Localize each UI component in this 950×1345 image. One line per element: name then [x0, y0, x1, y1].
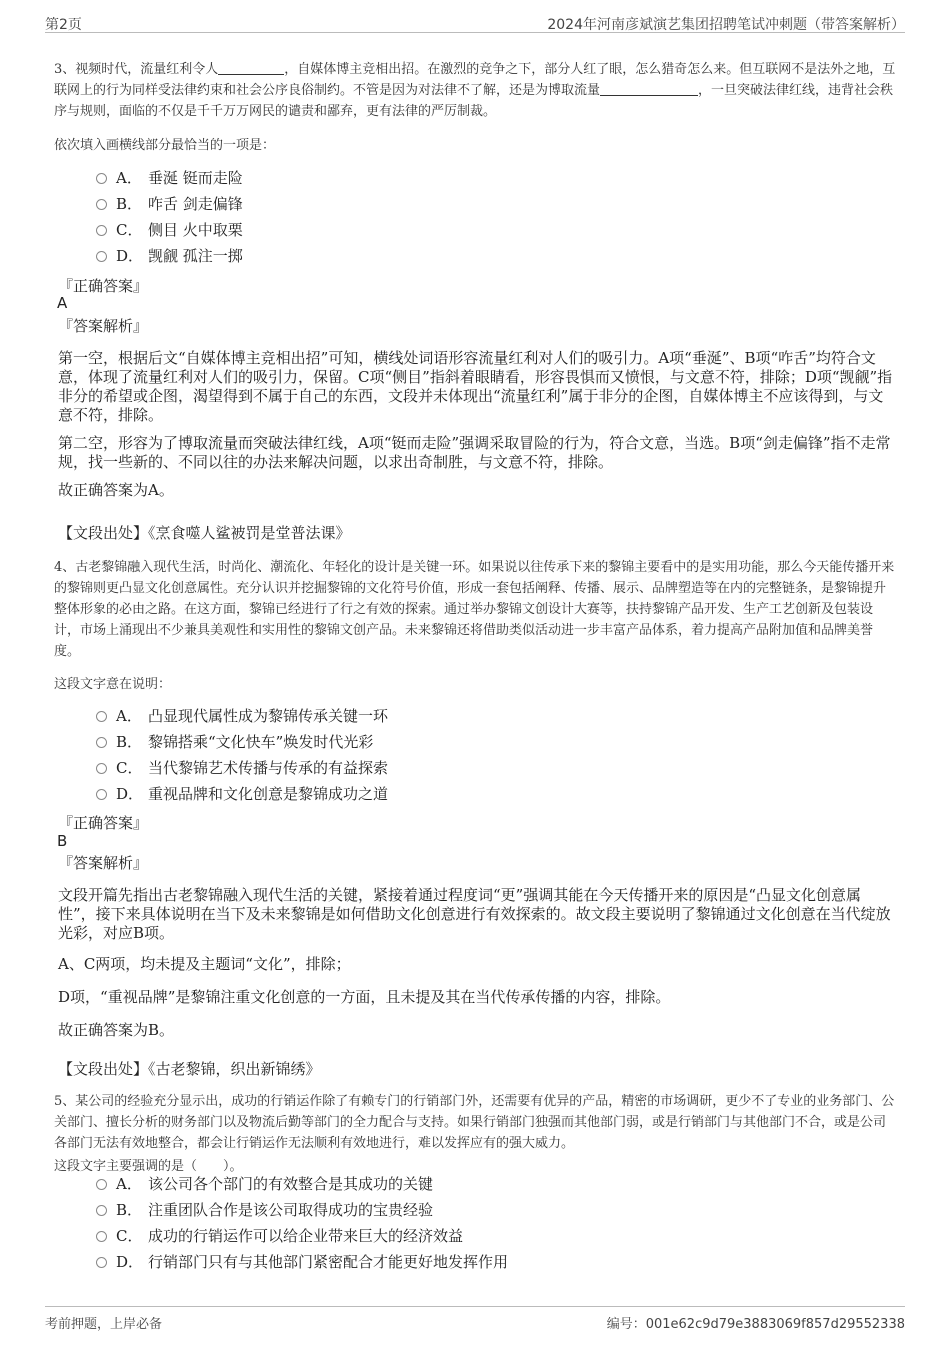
question-5-prompt: 这段文字主要强调的是（ ）。: [54, 1159, 243, 1174]
question-3-text-b: ，自媒体博主竞相出招。在激烈的竞争之下，部分人红了眼，怎么猎奇怎么来。但互联网不是法外之地，互联网上的行为同样受法律约束和社会公序良俗制约。不管是因为对法律不了解，还是为博取流量: [54, 62, 896, 98]
analysis-paragraph: 故正确答案为B。: [58, 1021, 175, 1039]
document-id: 编号：001e62c9d79e3883069f857d29552338: [606, 1317, 905, 1332]
option-a[interactable]: A． 垂涎 铤而走险: [96, 165, 243, 191]
document-title: 2024年河南彦斌演艺集团招聘笔试冲刺题（带答案解析）: [547, 17, 905, 33]
source-citation: 【文段出处】《烹食噬人鲨被罚是堂普法课》: [58, 524, 351, 542]
answer-label: 『正确答案』: [58, 277, 149, 295]
radio-icon[interactable]: [96, 789, 107, 800]
radio-icon[interactable]: [96, 1257, 107, 1268]
radio-icon[interactable]: [96, 251, 107, 262]
option-d[interactable]: D． 觊觎 孤注一掷: [96, 243, 243, 269]
radio-icon[interactable]: [96, 173, 107, 184]
question-4-options: [96, 703, 388, 807]
question-4-text: 4、古老黎锦融入现代生活，时尚化、潮流化、年轻化的设计是关键一环。如果说以往传承下来的黎锦主要看中的是实用功能，那么今天能传播开来的黎锦则更凸显文化创意属性。充分认识并挖掘黎锦的文化符号价值，形成一套包括阐释、传播、展示、品牌塑造等在内的完整链条，是黎锦提升整体形象的必由之路。在这方面，黎锦已经进行了行之有效的探索。通过举办黎锦文创设计大赛等，扶持黎锦产品开发、生产工艺创新及包装设计，市场上涌现出不少兼具美观性和实用性的黎锦文创产品。未来黎锦还将借助类似活动进一步丰富产品体系，着力提高产品附加值和品牌美誉度。: [54, 560, 895, 659]
page-footer: [45, 1306, 905, 1332]
question-3-analysis: [58, 349, 896, 509]
radio-icon[interactable]: [96, 763, 107, 774]
answer-value: B: [57, 832, 68, 850]
analysis-paragraph: 第一空，根据后文“自媒体博主竞相出招”可知，横线处词语形容流量红利对人们的吸引力。A项“垂涎”、B项“咋舌”均符合文意，体现了流量红利对人们的吸引力，保留。C项“侧目”指斜着眼睛看，形容畏惧而又愤恨，与文意不符，排除；D项“觊觎”指非分的希望或企图，渴望得到不属于自己的东西，文段并未体现出“流量红利”属于非分的企图，自媒体博主不应该得到，与文意不符，排除。: [58, 349, 893, 424]
radio-icon[interactable]: [96, 1205, 107, 1216]
question-3-text-c: ，一旦突破法律红线，违背社会秩序与规则，面临的不仅是千千万万网民的谴责和鄙弃，更有法律的严厉制裁。: [54, 83, 894, 119]
radio-icon[interactable]: [96, 737, 107, 748]
radio-icon[interactable]: [96, 1231, 107, 1242]
question-3-prompt: 依次填入画横线部分最恰当的一项是：: [54, 138, 276, 153]
option-c[interactable]: C． 当代黎锦艺术传播与传承的有益探索: [96, 755, 388, 781]
analysis-paragraph: 文段开篇先指出古老黎锦融入现代生活的关键，紧接着通过程度词“更”强调其能在今天传播开来的原因是“凸显文化创意属性”，接下来具体说明在当下及未来黎锦是如何借助文化创意进行有效探索的。故文段主要说明了黎锦通过文化创意在当代绽放光彩，对应B项。: [58, 886, 891, 942]
option-b[interactable]: B． 咋舌 剑走偏锋: [96, 191, 243, 217]
blank-line: [218, 60, 284, 75]
analysis-paragraph: 第二空，形容为了博取流量而突破法律红线，A项“铤而走险”强调采取冒险的行为，符合文意，当选。B项“剑走偏锋”指不走常规，找一些新的、不同以往的办法来解决问题，以求出奇制胜，与文意不符，排除。: [58, 434, 891, 471]
option-b[interactable]: B． 注重团队合作是该公司取得成功的宝贵经验: [96, 1197, 508, 1223]
question-5-text: 5、某公司的经验充分显示出，成功的行销运作除了有赖专门的行销部门外，还需要有优异的产品，精密的市场调研，更少不了专业的业务部门、公关部门、擅长分析的财务部门以及物流后勤等部门的全力配合与支持。如果行销部门独强而其他部门弱，或是行销部门与其他部门不合，或是公司各部门无法有效地整合，都会让行销运作无法顺利有效地进行，难以发挥应有的强大威力。: [54, 1094, 895, 1151]
option-c[interactable]: C． 侧目 火中取栗: [96, 217, 243, 243]
analysis-label: 『答案解析』: [58, 854, 149, 872]
radio-icon[interactable]: [96, 711, 107, 722]
analysis-paragraph: D项，“重视品牌”是黎锦注重文化创意的一方面，且未提及其在当代传承传播的内容，排除。: [58, 988, 671, 1006]
footer-slogan: 考前押题，上岸必备: [45, 1317, 163, 1332]
option-a[interactable]: A． 该公司各个部门的有效整合是其成功的关键: [96, 1171, 508, 1197]
question-4-prompt: 这段文字意在说明：: [54, 677, 172, 692]
blank-line: [600, 81, 698, 96]
option-a[interactable]: A． 凸显现代属性成为黎锦传承关键一环: [96, 703, 388, 729]
radio-icon[interactable]: [96, 1179, 107, 1190]
option-d[interactable]: D． 重视品牌和文化创意是黎锦成功之道: [96, 781, 388, 807]
radio-icon[interactable]: [96, 225, 107, 236]
question-4-analysis: [58, 886, 896, 1049]
answer-label: 『正确答案』: [58, 814, 149, 832]
option-b[interactable]: B． 黎锦搭乘“文化快车”焕发时代光彩: [96, 729, 388, 755]
question-5-options: [96, 1171, 508, 1275]
analysis-label: 『答案解析』: [58, 317, 149, 335]
analysis-paragraph: 故正确答案为A。: [58, 481, 174, 499]
question-3-text: [54, 59, 896, 122]
analysis-paragraph: A、C两项，均未提及主题词“文化”，排除；: [58, 955, 351, 973]
radio-icon[interactable]: [96, 199, 107, 210]
source-citation: 【文段出处】《古老黎锦，织出新锦绣》: [58, 1060, 321, 1078]
question-3-options: [96, 165, 243, 269]
question-3-text-a: 3、视频时代，流量红利令人: [54, 62, 219, 77]
answer-value: A: [57, 294, 68, 312]
option-c[interactable]: C． 成功的行销运作可以给企业带来巨大的经济效益: [96, 1223, 508, 1249]
page-header: [45, 10, 905, 33]
page-number: 第2页: [45, 17, 82, 33]
option-d[interactable]: D． 行销部门只有与其他部门紧密配合才能更好地发挥作用: [96, 1249, 508, 1275]
